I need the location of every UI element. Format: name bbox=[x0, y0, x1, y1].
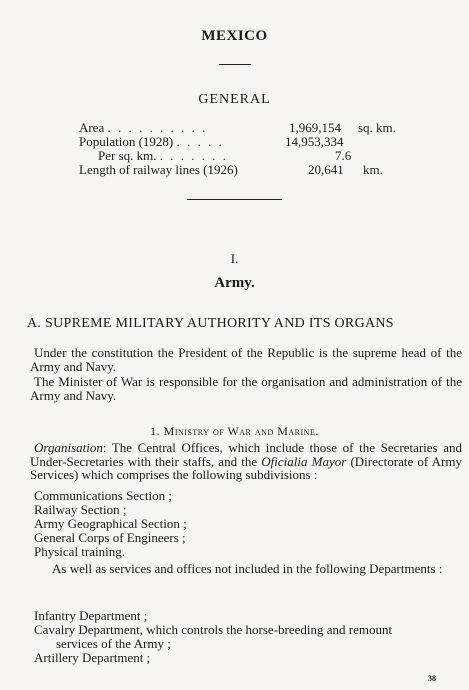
list-item: Army Geographical Section ; bbox=[34, 516, 187, 531]
paragraph-text: Under the constitution the President of the Republic is the supreme head of the Army and Navy. bbox=[30, 345, 462, 374]
paragraph-text: As well as services and offices not included in the following Departments : bbox=[52, 561, 443, 576]
leader-dots: . . . . . . . bbox=[159, 148, 228, 163]
paragraph-organisation bbox=[30, 441, 462, 482]
paragraph-president bbox=[30, 346, 462, 373]
part-title: Army. bbox=[214, 275, 255, 291]
stat-value: 14,953,334 bbox=[285, 134, 344, 149]
paragraph-text: : The Central Offices, which include those of the Secretaries and Under-Secretaries with their staffs, and the bbox=[30, 440, 462, 469]
stat-value: 7.6 bbox=[335, 148, 352, 163]
stat-value: 1,969,154 bbox=[289, 120, 341, 135]
page-title: MEXICO bbox=[201, 28, 268, 44]
leader-dots: . . . . . . . . . . bbox=[107, 120, 208, 135]
stat-unit: km. bbox=[363, 162, 383, 177]
paragraph-minister bbox=[30, 375, 462, 402]
stat-row-area bbox=[79, 121, 207, 135]
title-rule bbox=[219, 64, 251, 65]
ministry-heading: 1. Ministry of War and Marine. bbox=[150, 424, 319, 438]
list-item: Communications Section ; bbox=[34, 488, 172, 503]
stat-label: Per sq. km. bbox=[98, 148, 157, 163]
stat-row-population bbox=[79, 135, 224, 149]
list-item: Infantry Department ; bbox=[34, 608, 148, 623]
general-heading: GENERAL bbox=[198, 92, 271, 107]
stat-label: Population (1928) bbox=[79, 134, 174, 149]
stat-value: 20,641 bbox=[308, 162, 344, 177]
page-number: 38 bbox=[428, 674, 436, 683]
list-item: services of the Army ; bbox=[56, 636, 171, 651]
stat-label: Area bbox=[79, 120, 105, 135]
oficialia-term: Oficialia Mayor bbox=[261, 453, 347, 469]
stat-label: Length of railway lines (1926) bbox=[79, 162, 238, 177]
list-item: Physical training. bbox=[34, 544, 125, 559]
stat-row-density bbox=[98, 149, 228, 163]
stat-unit: sq. km. bbox=[358, 120, 396, 135]
general-rule bbox=[187, 199, 282, 200]
organisation-label: Organisation bbox=[34, 440, 103, 455]
stat-row-railway bbox=[79, 163, 238, 177]
leader-dots: . . . . . bbox=[176, 134, 224, 149]
paragraph-also bbox=[30, 562, 462, 576]
list-item: Cavalry Department, which controls the horse-breeding and remount bbox=[34, 622, 393, 637]
section-a-heading: A. SUPREME MILITARY AUTHORITY AND ITS ORGANS bbox=[27, 316, 394, 331]
paragraph-text: The Minister of War is responsible for the organisation and administration of the Army and Navy. bbox=[30, 374, 462, 403]
list-item: Artillery Department ; bbox=[34, 650, 151, 665]
part-numeral: I. bbox=[230, 251, 239, 266]
paragraph-text: (Directorate of Army Services) which comprises the following subdivisions : bbox=[30, 453, 462, 482]
list-item: Railway Section ; bbox=[34, 502, 127, 517]
list-item: General Corps of Engineers ; bbox=[34, 530, 186, 545]
